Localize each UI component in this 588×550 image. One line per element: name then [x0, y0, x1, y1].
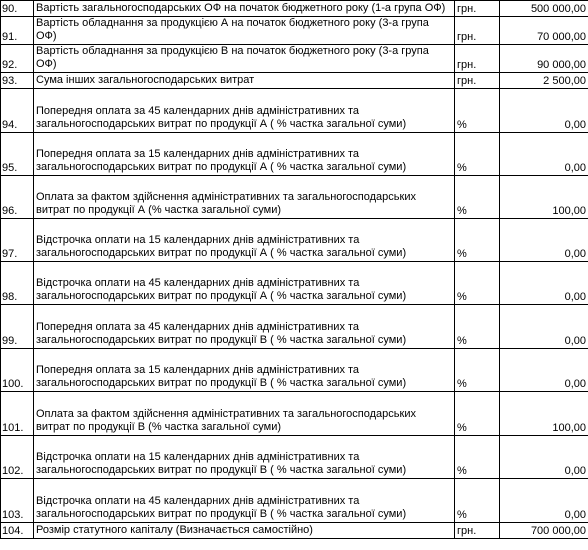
- row-number[interactable]: 95.: [1, 133, 34, 176]
- table-row: [1, 392, 588, 436]
- row-number[interactable]: 102.: [1, 436, 34, 479]
- row-description[interactable]: [34, 262, 455, 305]
- table-body: [1, 1, 588, 539]
- row-number[interactable]: 98.: [1, 262, 34, 305]
- description-line: загальногосподарських витрат по продукції В ( % частка загальної суми): [36, 464, 407, 476]
- description-line: Попередня оплата за 15 календарних днів адміністративних та: [36, 148, 360, 160]
- row-value[interactable]: 500 000,00: [500, 1, 588, 17]
- description-line: Вартість обладнання за продукцією А на початок бюджетного року (3-а група: [36, 17, 429, 29]
- row-unit[interactable]: грн.: [455, 45, 500, 73]
- row-number[interactable]: 100.: [1, 349, 34, 392]
- table-row: [1, 523, 588, 539]
- row-unit[interactable]: грн.: [455, 523, 500, 539]
- row-unit[interactable]: %: [455, 176, 500, 219]
- description-line: загальногосподарських витрат по продукції А ( % частка загальної суми): [36, 118, 407, 130]
- row-value[interactable]: 0,00: [500, 305, 588, 349]
- row-description[interactable]: [34, 73, 455, 89]
- description-line: Попередня оплата за 45 календарних днів адміністративних та: [36, 105, 360, 117]
- row-description[interactable]: [34, 392, 455, 436]
- description-line: загальногосподарських витрат по продукції А ( % частка загальної суми): [36, 247, 407, 259]
- row-number[interactable]: 96.: [1, 176, 34, 219]
- description-line: Оплата за фактом здійснення адміністративних та загальногосподарських: [36, 408, 416, 420]
- row-value[interactable]: 100,00: [500, 176, 588, 219]
- description-line: Розмір статутного капіталу (Визначається самостійно): [36, 524, 313, 536]
- description-line: Вартість обладнання за продукцією В на початок бюджетного року (3-а група: [36, 45, 429, 57]
- row-number[interactable]: 93.: [1, 73, 34, 89]
- table-row: [1, 89, 588, 133]
- table-row: [1, 436, 588, 479]
- description-line: Попередня оплата за 15 календарних днів адміністративних та: [36, 364, 360, 376]
- row-unit[interactable]: %: [455, 392, 500, 436]
- row-unit[interactable]: %: [455, 262, 500, 305]
- row-description[interactable]: [34, 133, 455, 176]
- description-line: Оплата за фактом здійснення адміністративних та загальногосподарських: [36, 191, 416, 203]
- row-number[interactable]: 90.: [1, 1, 34, 17]
- description-line: витрат по продукції А (% частка загальної суми): [36, 204, 282, 216]
- row-description[interactable]: [34, 436, 455, 479]
- table-row: [1, 349, 588, 392]
- row-value[interactable]: 0,00: [500, 349, 588, 392]
- description-line: загальногосподарських витрат по продукції В ( % частка загальної суми): [36, 377, 407, 389]
- row-description[interactable]: [34, 219, 455, 262]
- table-row: [1, 17, 588, 45]
- row-description[interactable]: [34, 45, 455, 73]
- row-number[interactable]: 92.: [1, 45, 34, 73]
- row-number[interactable]: 104.: [1, 523, 34, 539]
- row-number[interactable]: 99.: [1, 305, 34, 349]
- row-number[interactable]: 103.: [1, 479, 34, 523]
- row-unit[interactable]: %: [455, 133, 500, 176]
- row-value[interactable]: 700 000,00: [500, 523, 588, 539]
- description-line: загальногосподарських витрат по продукції В ( % частка загальної суми): [36, 334, 407, 346]
- description-line: ОФ): [36, 58, 57, 70]
- row-description[interactable]: [34, 479, 455, 523]
- row-description[interactable]: [34, 523, 455, 539]
- description-line: Відстрочка оплати на 15 календарних днів адміністративних та: [36, 234, 360, 246]
- row-value[interactable]: 90 000,00: [500, 45, 588, 73]
- row-value[interactable]: 70 000,00: [500, 17, 588, 45]
- row-value[interactable]: 0,00: [500, 479, 588, 523]
- row-unit[interactable]: %: [455, 89, 500, 133]
- description-line: загальногосподарських витрат по продукції А ( % частка загальної суми): [36, 161, 407, 173]
- row-unit[interactable]: %: [455, 305, 500, 349]
- row-value[interactable]: 2 500,00: [500, 73, 588, 89]
- description-line: Відстрочка оплати на 15 календарних днів адміністративних та: [36, 451, 360, 463]
- table-row: [1, 479, 588, 523]
- row-value[interactable]: 0,00: [500, 133, 588, 176]
- row-unit[interactable]: %: [455, 219, 500, 262]
- row-value[interactable]: 0,00: [500, 219, 588, 262]
- row-value[interactable]: 100,00: [500, 392, 588, 436]
- row-value[interactable]: 0,00: [500, 89, 588, 133]
- description-line: Попередня оплата за 45 календарних днів адміністративних та: [36, 321, 360, 333]
- row-unit[interactable]: грн.: [455, 17, 500, 45]
- table-row: [1, 133, 588, 176]
- table-row: [1, 262, 588, 305]
- row-number[interactable]: 94.: [1, 89, 34, 133]
- row-unit[interactable]: %: [455, 436, 500, 479]
- row-unit[interactable]: %: [455, 479, 500, 523]
- table-row: [1, 176, 588, 219]
- row-number[interactable]: 91.: [1, 17, 34, 45]
- description-line: загальногосподарських витрат по продукції А ( % частка загальної суми): [36, 290, 407, 302]
- row-description[interactable]: [34, 305, 455, 349]
- row-description[interactable]: [34, 17, 455, 45]
- row-description[interactable]: [34, 176, 455, 219]
- row-description[interactable]: [34, 89, 455, 133]
- row-number[interactable]: 97.: [1, 219, 34, 262]
- description-line: Вартість загальногосподарських ОФ на початок бюджетного року (1-а група ОФ): [36, 2, 446, 14]
- description-line: ОФ): [36, 30, 57, 42]
- table-row: [1, 1, 588, 17]
- row-number[interactable]: 101.: [1, 392, 34, 436]
- row-description[interactable]: [34, 349, 455, 392]
- row-value[interactable]: 0,00: [500, 262, 588, 305]
- row-value[interactable]: 0,00: [500, 436, 588, 479]
- description-line: загальногосподарських витрат по продукції В ( % частка загальної суми): [36, 508, 407, 520]
- table-row: [1, 219, 588, 262]
- row-unit[interactable]: грн.: [455, 73, 500, 89]
- description-line: Відстрочка оплати на 45 календарних днів адміністративних та: [36, 495, 360, 507]
- description-line: Сума інших загальногосподарських витрат: [36, 74, 255, 86]
- table-row: [1, 305, 588, 349]
- row-unit[interactable]: %: [455, 349, 500, 392]
- table-row: [1, 73, 588, 89]
- description-line: витрат по продукції В (% частка загальної суми): [36, 421, 282, 433]
- row-description[interactable]: [34, 1, 455, 17]
- description-line: Відстрочка оплати на 45 календарних днів адміністративних та: [36, 277, 360, 289]
- row-unit[interactable]: грн.: [455, 1, 500, 17]
- table-row: [1, 45, 588, 73]
